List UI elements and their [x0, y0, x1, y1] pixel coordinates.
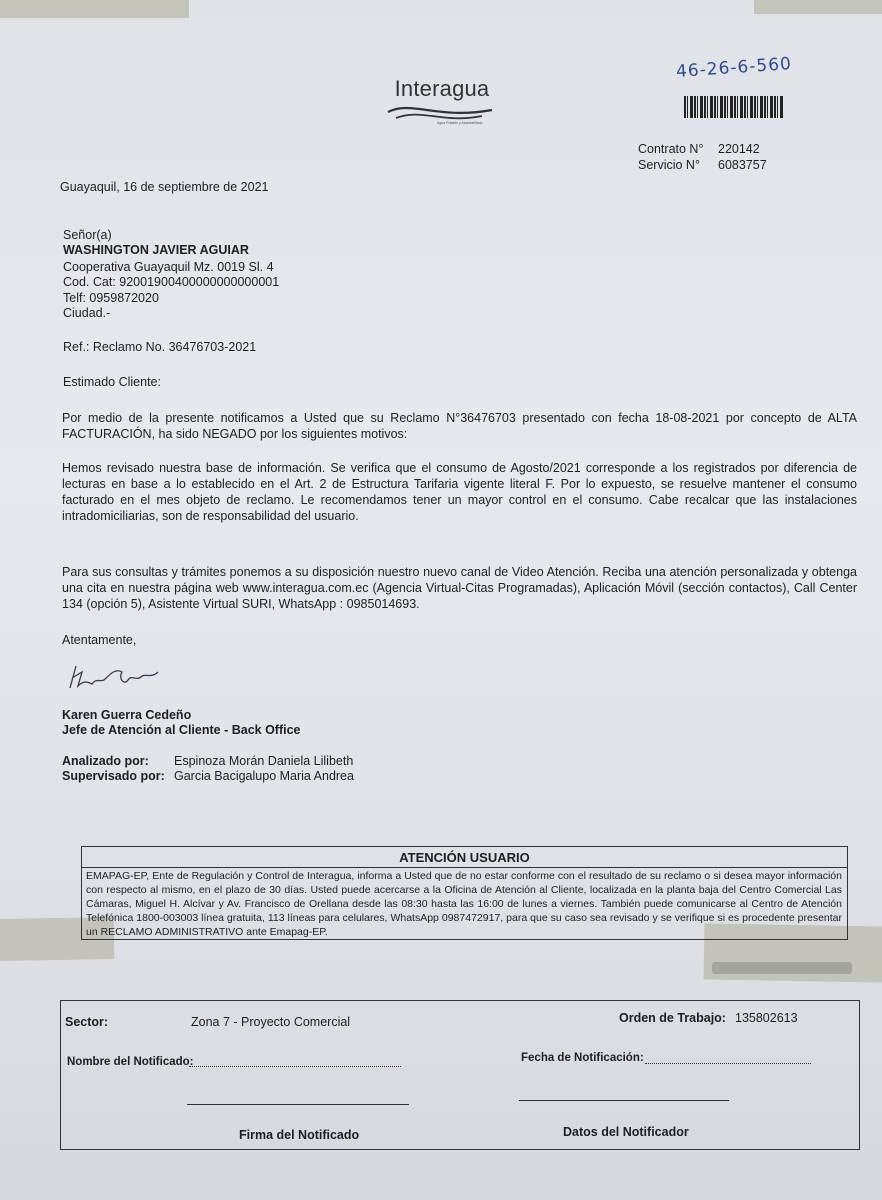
- signer-title: Jefe de Atención al Cliente - Back Office: [62, 723, 301, 737]
- notifier-data-line[interactable]: [519, 1100, 729, 1101]
- closing: Atentamente,: [62, 633, 137, 647]
- logo-tagline: Agua Potable y Alcantarillado: [437, 121, 483, 125]
- service-value: 6083757: [718, 158, 767, 172]
- tape-top-right: [754, 0, 882, 14]
- notice-body: EMAPAG-EP, Ente de Regulación y Control de Interagua, informa a Usted que de no estar conforme con el resultado de su reclamo o si desea mayor información con respecto al mismo, en el plazo de 30 días. Usted puede acercarse a la Oficina de Atención al Cliente, localizada en la planta baja del Centro Comercial Las Cámaras, Miguel H. Alcívar y Av. Francisco de Orellana desde las 08:30 hasta las 16:00 de lunes a viernes. También puede comunicarse al Centro de Atención Telefónica 1800-003003 línea gratuita, 113 líneas para celulares, WhatsApp 0987472917, para que su caso sea revisado y se verifique si es procedente presentar un RECLAMO ADMINISTRATIVO ante Emapag-EP.: [86, 870, 842, 938]
- work-order-value: 135802613: [735, 1011, 798, 1025]
- contract-value: 220142: [718, 142, 760, 156]
- recipient-name: WASHINGTON JAVIER AGUIAR: [63, 243, 249, 257]
- user-notice-box: [81, 846, 848, 940]
- signature-line[interactable]: [187, 1104, 409, 1105]
- recipient-city: Ciudad.-: [63, 306, 111, 320]
- place-date: Guayaquil, 16 de septiembre de 2021: [60, 180, 269, 194]
- work-order-label: Orden de Trabajo:: [619, 1011, 726, 1025]
- notification-form: [60, 1000, 860, 1150]
- notification-date-field[interactable]: [645, 1063, 811, 1064]
- notifier-data-label: Datos del Notificador: [563, 1125, 689, 1139]
- contract-label: Contrato N°: [638, 142, 704, 156]
- company-logo: [382, 76, 502, 132]
- recipient-phone: Telf: 0959872020: [63, 291, 159, 305]
- sector-label: Sector:: [65, 1015, 109, 1029]
- notice-title: ATENCIÓN USUARIO: [399, 850, 530, 865]
- supervised-label: Supervisado por:: [62, 769, 165, 783]
- recipient-code: Cod. Cat: 92001900400000000000001: [63, 275, 280, 289]
- paragraph-reasons: Hemos revisado nuestra base de información. Se verifica que el consumo de Agosto/2021 corresponde a los registrados por diferencia de lecturas en base a lo establecido en el Art. 2 de Estructura Tarifaria vigente literal F. Por lo expuesto, se resuelve mantener el consumo facturado en el mes objeto de reclamo. Le recomendamos tener un mayor control en el consumo. Cabe recalcar que las instalaciones intradomiciliarias, son de responsabilidad del usuario.: [62, 461, 857, 523]
- paragraph-contact-channels: Para sus consultas y trámites ponemos a su disposición nuestro nuevo canal de Video Atención. Reciba una atención personalizada y obtenga una cita en nuestra página web www.interagua.com.ec (Agencia Virtual-Citas Programadas), Aplicación Móvil (sección contactos), Call Center 134 (opción 5), Asistente Virtual SURI, WhatsApp : 0985014693.: [62, 565, 857, 611]
- reference: Ref.: Reclamo No. 36476703-2021: [63, 340, 257, 354]
- greeting: Estimado Cliente:: [63, 375, 161, 389]
- handwritten-code: 46-26-6-560: [675, 53, 793, 83]
- service-label: Servicio N°: [638, 158, 700, 172]
- handwritten-signature: [66, 660, 166, 696]
- analyzed-value: Espinoza Morán Daniela Lilibeth: [174, 754, 354, 768]
- sector-value: Zona 7 - Proyecto Comercial: [191, 1015, 351, 1029]
- faint-stamp: [712, 962, 852, 974]
- notified-name-field[interactable]: [189, 1066, 401, 1067]
- notification-date-label: Fecha de Notificación:: [521, 1052, 644, 1064]
- paragraph-claim-result: Por medio de la presente notificamos a Usted que su Reclamo N°36476703 presentado con fecha 18-08-2021 por concepto de ALTA FACTURACIÓN, ha sido NEGADO por los siguientes motivos:: [62, 411, 857, 441]
- notified-name-label: Nombre del Notificado:: [67, 1056, 194, 1068]
- signature-label: Firma del Notificado: [239, 1128, 360, 1142]
- supervised-value: Garcia Bacigalupo Maria Andrea: [174, 769, 354, 783]
- logo-text: Interagua: [394, 76, 490, 101]
- notice-divider: [82, 867, 847, 868]
- barcode: [684, 96, 784, 118]
- recipient-address: Cooperativa Guayaquil Mz. 0019 Sl. 4: [63, 260, 274, 274]
- salutation-title: Señor(a): [63, 228, 112, 242]
- tape-top-left: [0, 0, 189, 18]
- signer-name: Karen Guerra Cedeño: [62, 708, 192, 722]
- analyzed-label: Analizado por:: [62, 754, 149, 768]
